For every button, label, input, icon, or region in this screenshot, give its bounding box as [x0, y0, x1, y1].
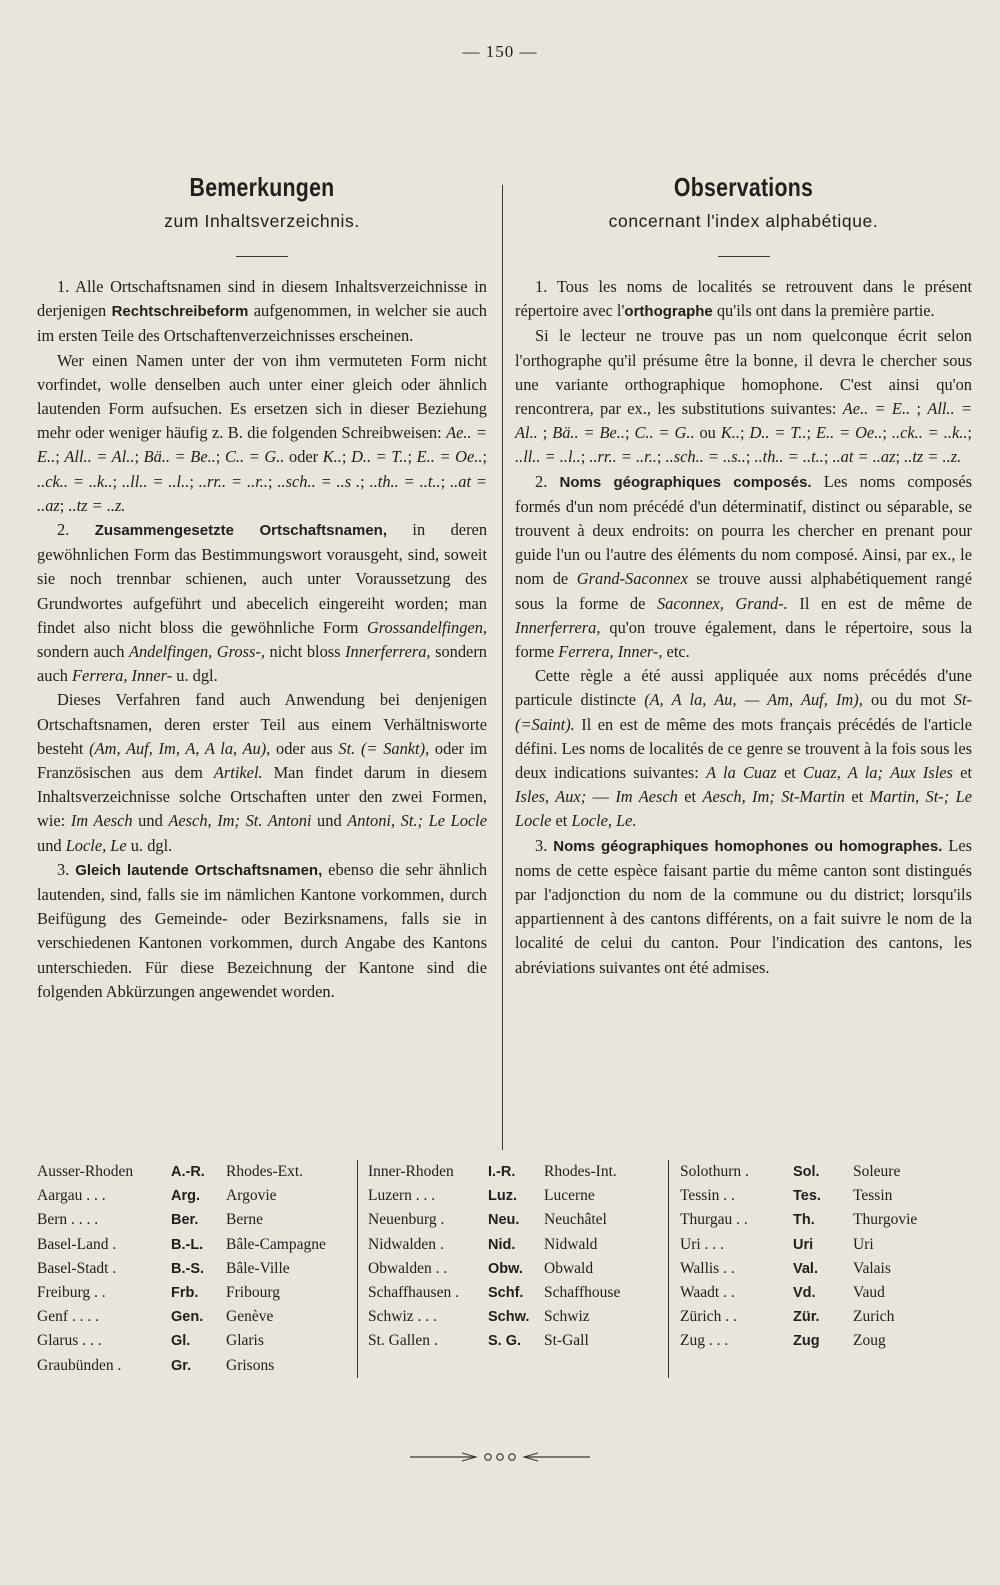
canton-name-french: Rhodes-Int.: [544, 1163, 617, 1180]
text-run: Les noms composés formés d'un nom précédé d'un déterminatif, distinct ou séparable, se trouvent à deux endroits: on pourra les chercher en prenant pour guide l'un ou l'autre des éléments du nom composé. Ainsi, par ex., le nom de: [515, 471, 973, 589]
canton-abbreviation: Gen.: [171, 1309, 204, 1326]
canton-row: [368, 1305, 620, 1329]
canton-name-french: Neuchâtel: [544, 1211, 607, 1229]
canton-name-german: Tessin . .: [680, 1187, 735, 1205]
italic-run: All.. = Al..: [64, 447, 135, 467]
canton-abbreviation: Zug: [793, 1333, 820, 1350]
french-subheading: concernant l'index alphabétique.: [608, 211, 879, 231]
canton-name-german: Freiburg . .: [37, 1284, 106, 1302]
canton-abbreviation: A.-R.: [171, 1164, 205, 1180]
canton-row: [368, 1281, 620, 1305]
text-run: ;: [55, 447, 65, 467]
canton-name-german: Graubünden .: [37, 1356, 122, 1374]
canton-name-german: Waadt . .: [680, 1284, 735, 1302]
canton-name-french: Zurich: [853, 1308, 895, 1326]
text-run: ;: [59, 495, 69, 515]
canton-name-german: Ausser-Rhoden: [37, 1163, 134, 1180]
text-run: ;: [580, 447, 590, 467]
canton-abbreviation: Val.: [793, 1260, 818, 1277]
italic-run: (Am, Auf, Im, A, A la, Au),: [89, 738, 271, 758]
canton-name-german: Obwalden . .: [368, 1259, 448, 1277]
canton-name-german: Basel-Stadt .: [37, 1259, 117, 1277]
canton-abbreviation: Schf.: [488, 1285, 524, 1302]
canton-name-french: Grisons: [226, 1356, 275, 1374]
canton-name-french: Bâle-Campagne: [226, 1235, 326, 1253]
italic-run: All.. = Al..: [515, 399, 972, 443]
german-column: [37, 172, 487, 1004]
canton-table-2: [368, 1160, 620, 1354]
italic-run: ..ll.. = ..l..: [515, 447, 581, 467]
italic-run: ..tz = ..z.: [904, 447, 962, 467]
text-run: in deren gewöhnlichen Form das Bestimmungswort vorausgeht, sind, soweit sie noch trennbar schienen, auch unter Voraussetzung des Grundwortes aufgeführt und abecelich eingereiht worden; man findet also nicht bloss die gewöhnliche Form: [37, 520, 488, 637]
canton-abbreviation: B.-L.: [171, 1236, 204, 1253]
canton-row: [37, 1208, 326, 1232]
canton-abbreviation: Frb.: [171, 1285, 199, 1302]
canton-abbreviation: Th.: [793, 1212, 815, 1229]
canton-abbreviation: Gr.: [171, 1357, 192, 1374]
german-paragraph-2: [37, 349, 487, 518]
canton-row: [37, 1329, 326, 1353]
text-run: u. dgl.: [172, 666, 218, 686]
canton-abbreviation: Arg.: [171, 1188, 200, 1205]
italic-run: (= Sankt),: [360, 738, 430, 758]
canton-name-french: Valais: [853, 1259, 891, 1277]
italic-run: Ae.. = E..: [842, 399, 911, 419]
text-run: ;: [189, 471, 199, 491]
italic-run: Le Locle: [428, 811, 487, 831]
italic-run: Im Aesch: [70, 811, 133, 831]
text-run: 3.: [57, 859, 76, 879]
french-paragraph-4: [515, 664, 972, 833]
italic-run: ..rr.. = ..r..: [198, 471, 268, 491]
text-run: ;: [112, 471, 122, 491]
canton-name-german: St. Gallen .: [368, 1332, 438, 1350]
canton-row: [680, 1305, 917, 1329]
text-run: qu'ils ont dans la première partie.: [712, 301, 935, 321]
canton-row: [368, 1257, 620, 1281]
text-run: ;: [745, 447, 755, 467]
text-run: et: [952, 763, 973, 783]
italic-run: A la Cuaz: [706, 763, 777, 783]
text-run: ;: [806, 423, 816, 443]
canton-abbreviation: Nid.: [488, 1236, 516, 1253]
canton-row: [368, 1160, 620, 1184]
italic-run: Im Aesch: [615, 787, 678, 807]
canton-row: [680, 1257, 917, 1281]
canton-name-french: Vaud: [853, 1284, 885, 1302]
canton-name-french: Soleure: [853, 1163, 901, 1180]
german-paragraph-5: [37, 858, 487, 1004]
canton-name-german: Zug . . .: [680, 1332, 729, 1350]
german-paragraph-3: [37, 518, 487, 688]
bold-run: Gleich lautende Ortschaftsnamen,: [75, 861, 323, 879]
text-run: ;: [537, 423, 553, 443]
text-run: Si le lecteur ne trouve pas un nom quelconque écrit selon l'orthographe qu'il présume être la bonne, il devra le chercher sous une variante orthographique homophone. C'est ainsi qu'on rencontrera, par ex., les substitutions suivantes:: [515, 326, 972, 419]
canton-name-german: Neuenburg .: [368, 1211, 445, 1229]
text-run: ;: [910, 399, 928, 419]
italic-run: ..ck.. = ..k..: [37, 471, 113, 491]
italic-run: Martin, St-;: [869, 787, 950, 807]
canton-abbreviation: Schw.: [488, 1309, 530, 1326]
canton-name-french: Bâle-Ville: [226, 1259, 290, 1277]
text-run: Il en est de même de: [787, 593, 973, 613]
french-column: [515, 172, 972, 980]
text-run: ;: [440, 471, 451, 491]
text-run: ;: [482, 447, 487, 467]
italic-run: St-Martin: [781, 787, 845, 807]
text-run: ;: [895, 447, 905, 467]
italic-run: K..: [322, 447, 342, 467]
canton-name-french: Obwald: [544, 1259, 594, 1277]
french-paragraph-2: [515, 324, 972, 469]
italic-run: St.: [338, 738, 356, 758]
text-run: Il en est de même des mots français précédés de l'article défini. Les noms de localités de ce genre se trouvent à la fois sous les deux indications suivantes:: [515, 714, 972, 783]
text-run: oder aus: [270, 738, 339, 758]
text-run: et: [551, 811, 572, 831]
canton-row: [368, 1329, 620, 1353]
italic-run: E.. = Oe..: [416, 447, 483, 467]
bold-run: orthographe: [624, 303, 713, 321]
canton-name-french: Genève: [226, 1308, 274, 1326]
heading-divider: [718, 256, 770, 257]
canton-name-german: Wallis . .: [680, 1259, 735, 1277]
text-run: und: [311, 811, 348, 831]
canton-row: [368, 1184, 620, 1208]
italic-run: Antoni, St.;: [347, 811, 423, 831]
canton-row: [680, 1160, 917, 1184]
text-run: Man findet darum in diesem Inhaltsverzeichnisse solche Ortschaften unter den zwei Formen, wie:: [37, 763, 487, 831]
italic-run: Grossandelfingen,: [366, 617, 487, 637]
italic-run: ..ll.. = ..l..: [121, 471, 190, 491]
italic-run: St-: [953, 690, 972, 710]
italic-run: ..at = ..az: [832, 447, 896, 467]
canton-name-french: Fribourg: [226, 1284, 280, 1302]
italic-run: Ae.. = E..: [37, 423, 487, 467]
german-paragraph-4: [37, 688, 487, 857]
canton-row: [680, 1184, 917, 1208]
canton-name-french: Argovie: [226, 1187, 277, 1205]
table-divider: [357, 1160, 358, 1378]
canton-abbreviation: Sol.: [793, 1164, 820, 1180]
bold-run: Zusammengesetzte Ortschaftsnamen,: [94, 522, 387, 540]
end-ornament: [400, 1447, 600, 1467]
italic-run: Ferrera, Inner-,: [558, 642, 663, 662]
canton-abbreviation: Ber.: [171, 1212, 199, 1229]
italic-run: ..rr.. = ..r..: [589, 447, 657, 467]
text-run: ;: [341, 447, 352, 467]
italic-run: C.. = G..: [224, 447, 285, 467]
text-run: et: [844, 787, 870, 807]
bold-run: Noms géographiques composés.: [559, 473, 812, 491]
text-run: aufgenommen, in welcher sie auch im ersten Teile des Ortschaftenverzeichnisses erscheinen.: [37, 301, 487, 346]
text-run: oder im Französischen aus dem: [37, 738, 488, 783]
canton-name-german: Glarus . . .: [37, 1332, 102, 1350]
bold-run: Noms géographiques homophones ou homographes.: [553, 837, 943, 855]
italic-run: Le Locle: [515, 787, 973, 831]
french-paragraph-1: [515, 275, 972, 324]
canton-name-german: Luzern . . .: [368, 1187, 436, 1205]
italic-run: ..ck.. = ..k..: [891, 423, 968, 443]
canton-name-german: Aargau . . .: [37, 1187, 106, 1205]
italic-run: C.. = G..: [634, 423, 695, 443]
canton-name-german: Schaffhausen .: [368, 1284, 459, 1302]
canton-name-german: Zürich . .: [680, 1308, 737, 1326]
canton-abbreviation: Gl.: [171, 1333, 191, 1350]
french-paragraph-3: [515, 470, 972, 665]
canton-table-3: [680, 1160, 917, 1354]
text-run: ;: [967, 423, 972, 443]
text-run: ou: [694, 423, 721, 443]
italic-run: ..th.. = ..t..: [369, 471, 441, 491]
canton-row: [37, 1184, 326, 1208]
italic-run: D.. = T..: [351, 447, 408, 467]
german-paragraph-1: [37, 275, 487, 349]
italic-run: Bä.. = Be..: [552, 423, 625, 443]
italic-run: Locle, Le.: [571, 811, 637, 831]
italic-run: ..sch.. = ..s .: [277, 471, 361, 491]
text-run: Cette règle a été aussi appliquée aux noms précédés d'une particule distincte: [515, 666, 972, 710]
canton-name-french: Schwiz: [544, 1308, 590, 1326]
italic-run: Aesch, Im;: [168, 811, 240, 831]
canton-name-french: Berne: [226, 1211, 264, 1229]
heading-divider: [236, 256, 288, 257]
italic-run: Innerferrera,: [345, 642, 431, 662]
italic-run: K..: [720, 423, 740, 443]
german-heading: Bemerkungen: [189, 172, 335, 202]
text-run: und: [37, 835, 66, 855]
text-run: 2.: [535, 471, 560, 491]
canton-name-french: St-Gall: [544, 1332, 589, 1350]
text-run: ;: [360, 471, 370, 491]
text-run: ebenso die sehr ähnlich lautenden, sind, falls sie im nämlichen Kantone vorkommen, durch Beifügung des Gemeinde- oder Bezirksnamens, falls sie in verschiedenen Kantonen vorkommen, durch Angabe des Kantons unterschieden. Für diese Bezeichnung der Kantone sind die folgenden Abkürzungen angewendet worden.: [37, 859, 488, 1001]
italic-run: ..th.. = ..t..: [754, 447, 824, 467]
italic-run: (=Saint).: [515, 714, 575, 734]
canton-row: [368, 1208, 620, 1232]
canton-name-french: Lucerne: [544, 1187, 595, 1205]
italic-run: ..tz = ..z.: [68, 495, 126, 515]
canton-abbreviation: Vd.: [793, 1285, 816, 1302]
canton-row: [680, 1281, 917, 1305]
canton-name-german: Basel-Land .: [37, 1235, 117, 1253]
text-run: 3.: [535, 835, 554, 855]
text-run: ;: [882, 423, 892, 443]
text-run: 1. Tous les noms de localités se retrouvent dans le présent répertoire avec l': [515, 277, 972, 321]
canton-abbreviation: B.-S.: [171, 1260, 205, 1277]
text-run: sondern auch: [37, 642, 487, 686]
canton-name-german: Thurgau . .: [680, 1211, 748, 1229]
canton-abbreviation: S. G.: [488, 1333, 522, 1350]
italic-run: Artikel.: [213, 763, 263, 783]
text-run: sondern auch: [37, 642, 129, 662]
text-run: ;: [267, 471, 278, 491]
canton-abbreviation: Zür.: [793, 1309, 820, 1326]
canton-row: [680, 1233, 917, 1257]
text-run: etc.: [662, 642, 690, 662]
text-run: —: [586, 787, 616, 807]
canton-name-french: Uri: [853, 1235, 874, 1253]
canton-abbreviation: I.-R.: [488, 1164, 516, 1180]
italic-run: ..sch.. = ..s..: [665, 447, 746, 467]
italic-run: D.. = T..: [749, 423, 807, 443]
text-run: ;: [407, 447, 417, 467]
text-run: ;: [215, 447, 225, 467]
text-run: Dieses Verfahren fand auch Anwendung bei denjenigen Ortschaftsnamen, deren erster Teil aus einem Verhältnisworte besteht: [37, 690, 487, 758]
italic-run: (A, A la, Au, — Am, Auf, Im),: [644, 690, 863, 710]
canton-name-french: Rhodes-Ext.: [226, 1163, 304, 1180]
text-run: 1. Alle Ortschaftsnamen sind in diesem Inhaltsverzeichnisse in derjenigen: [37, 277, 487, 321]
bold-run: Rechtschreibeform: [111, 303, 249, 321]
canton-row: [37, 1281, 326, 1305]
canton-table-1: [37, 1160, 326, 1378]
canton-abbreviation: Luz.: [488, 1188, 517, 1205]
canton-abbreviation: Obw.: [488, 1260, 523, 1277]
canton-name-french: Zoug: [853, 1332, 886, 1350]
text-run: ;: [739, 423, 750, 443]
text-run: ;: [656, 447, 666, 467]
column-divider: [502, 185, 503, 1150]
italic-run: Cuaz, A la;: [803, 763, 883, 783]
text-run: ;: [823, 447, 833, 467]
italic-run: Locle, Le: [65, 835, 127, 855]
canton-abbreviation: Uri: [793, 1236, 814, 1253]
canton-row: [37, 1354, 326, 1378]
text-run: qu'on trouve également, dans le répertoire, sous la forme: [515, 617, 972, 662]
canton-name-french: Tessin: [853, 1187, 893, 1205]
text-run: nicht bloss: [264, 642, 346, 662]
italic-run: Aux Isles: [890, 763, 953, 783]
canton-name-german: Inner-Rhoden: [368, 1163, 454, 1180]
german-subheading: zum Inhaltsverzeichnis.: [164, 211, 360, 231]
text-run: Les noms de cette espèce faisant partie du même canton sont distingués par l'adjonction du nom de la commune ou du district; lorsqu'ils appartiennent à des cantons différents, on a fait suivre le nom de la localité de celui du canton. Pour l'indication des cantons, les abréviations suivantes ont été admises.: [515, 835, 972, 977]
canton-row: [680, 1208, 917, 1232]
canton-row: [37, 1160, 326, 1184]
italic-run: Isles, Aux;: [515, 787, 587, 807]
canton-name-german: Bern . . . .: [37, 1211, 99, 1229]
text-run: ou du mot: [862, 690, 954, 710]
italic-run: Innerferrera,: [515, 617, 601, 637]
text-run: ;: [134, 447, 144, 467]
canton-name-german: Genf . . . .: [37, 1308, 99, 1326]
page-number: — 150 —: [462, 42, 538, 61]
canton-name-french: Glaris: [226, 1332, 264, 1350]
text-run: und: [132, 811, 169, 831]
canton-name-german: Uri . . .: [680, 1235, 724, 1253]
text-run: et: [776, 763, 804, 783]
text-run: se trouve aussi alphabétiquement rangé sous la forme de: [515, 569, 972, 613]
canton-name-german: Nidwalden .: [368, 1235, 444, 1253]
italic-run: ..at = ..az: [37, 471, 487, 515]
text-run: Wer einen Namen unter der von ihm vermuteten Form nicht vorfindet, wolle denselben auch unter einer gleich oder ähnlich lautenden Form aufsuchen. Es ersetzen sich in dieser Beziehung mehr oder weniger häufig z. B. die folgenden Schreibweisen:: [37, 350, 487, 443]
canton-abbreviation: Neu.: [488, 1212, 520, 1229]
canton-name-french: Schaffhouse: [544, 1284, 621, 1302]
canton-name-french: Thurgovie: [853, 1211, 918, 1229]
french-paragraph-5: [515, 834, 972, 980]
canton-row: [680, 1329, 917, 1353]
text-run: u. dgl.: [126, 835, 173, 855]
italic-run: St. Antoni: [245, 811, 312, 831]
canton-abbreviation: Tes.: [793, 1188, 821, 1205]
canton-row: [368, 1233, 620, 1257]
italic-run: Andelfingen, Gross-,: [128, 642, 265, 662]
canton-row: [37, 1257, 326, 1281]
text-run: et: [677, 787, 703, 807]
italic-run: E.. = Oe..: [815, 423, 883, 443]
canton-row: [37, 1233, 326, 1257]
text-run: oder: [284, 447, 323, 467]
italic-run: Saconnex, Grand-.: [656, 593, 788, 613]
text-run: 2.: [57, 520, 95, 540]
italic-run: Grand-Saconnex: [576, 569, 688, 589]
italic-run: Aesch, Im;: [702, 787, 775, 807]
italic-run: Bä.. = Be..: [143, 447, 216, 467]
italic-run: Ferrera, Inner-: [72, 666, 173, 686]
canton-name-german: Solothurn .: [680, 1163, 749, 1180]
french-heading: Observations: [673, 172, 814, 202]
canton-name-french: Nidwald: [544, 1235, 598, 1253]
canton-name-german: Schwiz . . .: [368, 1308, 437, 1326]
canton-row: [37, 1305, 326, 1329]
table-divider: [668, 1160, 669, 1378]
text-run: ;: [625, 423, 635, 443]
